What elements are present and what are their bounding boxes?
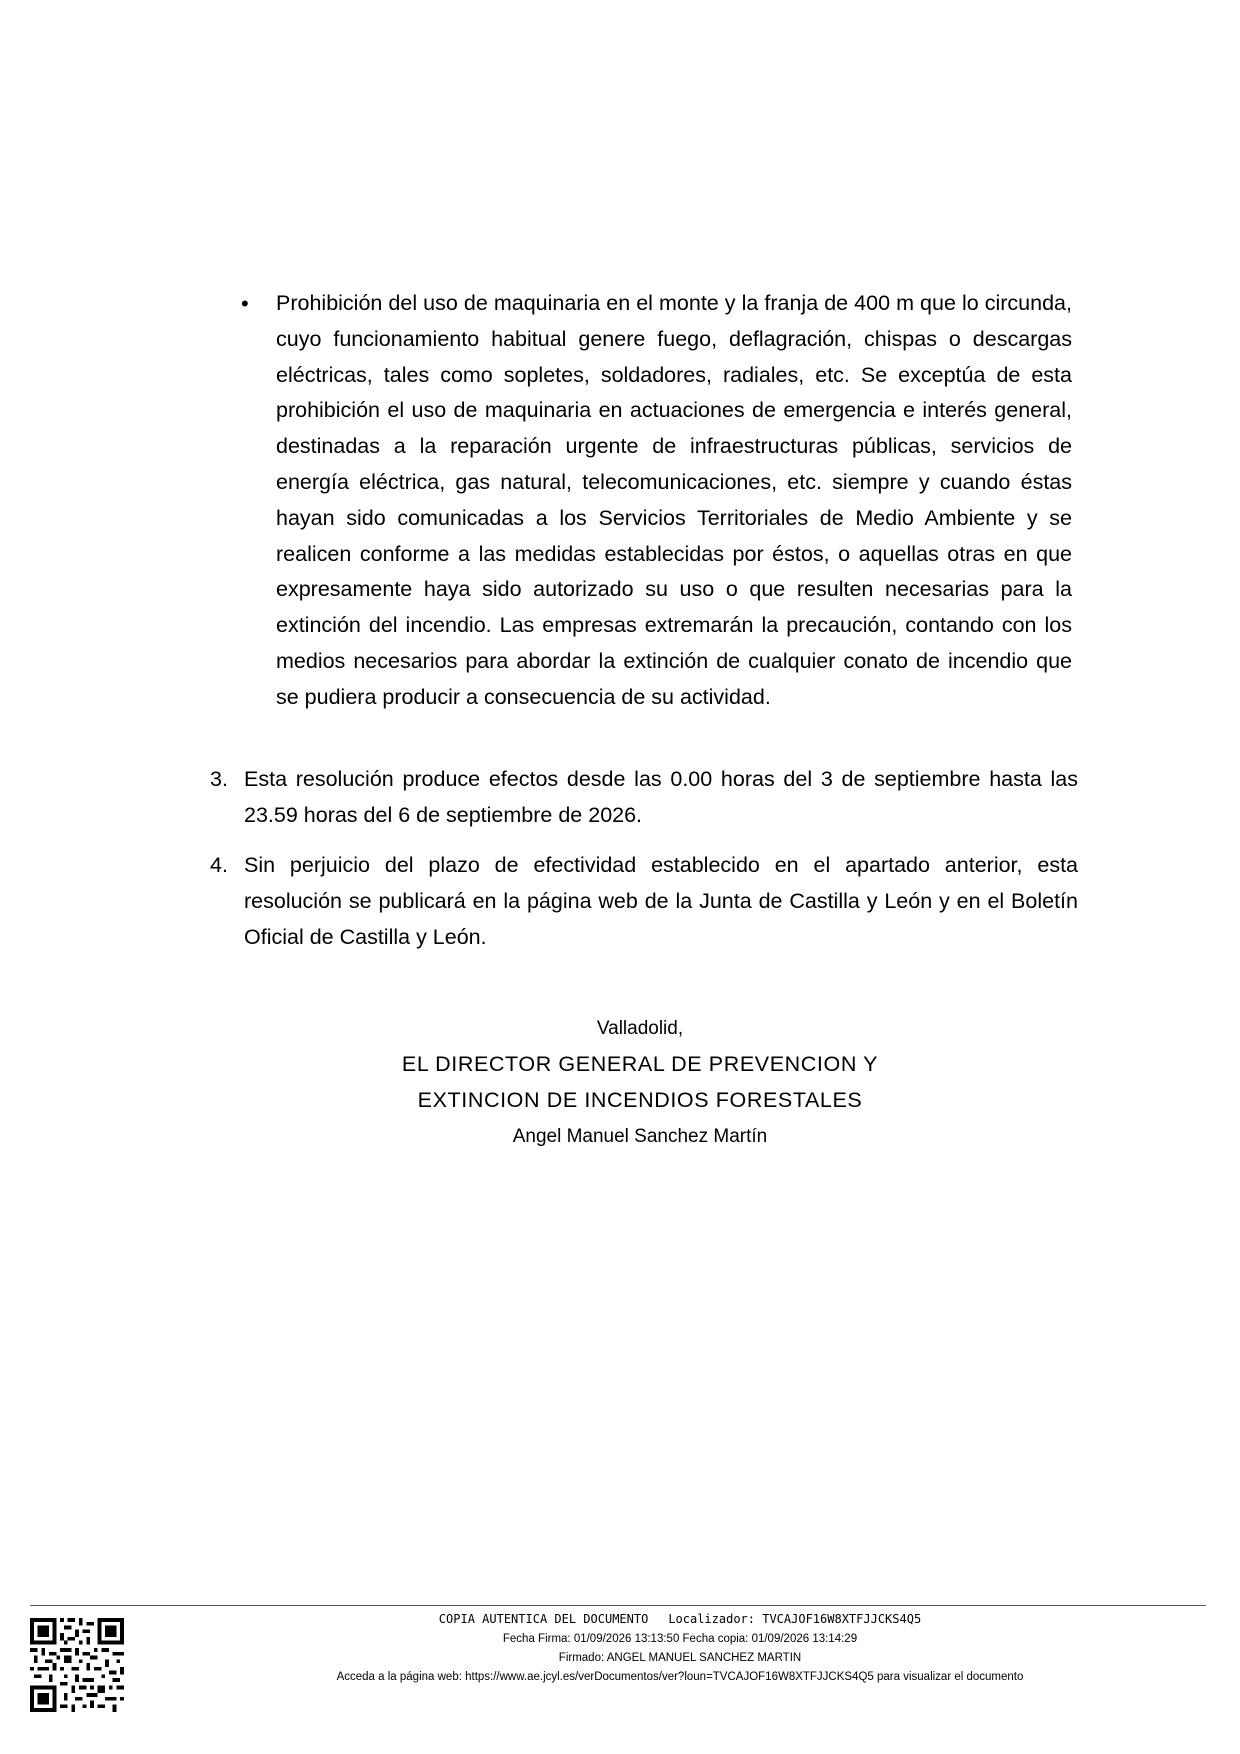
signature-name: Angel Manuel Sanchez Martín — [512, 1126, 768, 1147]
item-number: 3. — [210, 767, 228, 791]
item-number: 4. — [210, 853, 228, 877]
footer-access-link[interactable]: Acceda a la página web: https://www.ae.jcyl.es/verDocumentos/ver?loun=TVCAJOF16W8XTFJJCKS4Q5 para visualizar el documento — [336, 1671, 1024, 1683]
copy-label: COPIA AUTENTICA DEL DOCUMENTO — [438, 1612, 649, 1626]
bullet-marker: • — [241, 291, 249, 316]
bullet-text: Prohibición del uso de maquinaria en el monte y la franja de 400 m que lo circunda, cuyo funcionamiento habitual genere fuego, deflagración, chispas o descargas eléctricas, tales como sopletes, soldadores, radiales, etc. Se exceptúa de esta prohibición el uso de maquinaria en actuaciones de emergencia e interés general, destinadas a la reparación urgente de infraestructuras públicas, servicios de energía eléctrica, gas natural, telecomunicaciones, etc. siempre y cuando éstas hayan sido comunicadas a los Servicios Territoriales de Medio Ambiente y se realicen conforme a las medidas establecidas por éstos, o aquellas otras en que expresamente haya sido autorizado su uso o que resulten necesarias para la extinción del incendio. Las empresas extremarán la precaución, contando con los medios necesarios para abordar la extinción de cualquier conato de incendio que se pudiera producir a consecuencia de su actividad. — [276, 291, 1072, 709]
document-locator: Localizador: TVCAJOF16W8XTFJJCKS4Q5 — [668, 1612, 922, 1626]
footer-divider — [30, 1605, 1206, 1606]
item-text: Sin perjuicio del plazo de efectividad establecido en el apartado anterior, esta resolución se publicará en la página web de la Junta de Castilla y León y en el Boletín Oficial de Castilla y León. — [244, 853, 1078, 949]
numbered-item-4 — [210, 848, 1078, 955]
item-text: Esta resolución produce efectos desde las 0.00 horas del 3 de septiembre hasta las 23.59 horas del 6 de septiembre de 2026. — [244, 767, 1078, 827]
signature-city: Valladolid, — [596, 1018, 684, 1039]
signature-title-line-1: EL DIRECTOR GENERAL DE PREVENCION Y — [401, 1052, 879, 1076]
authentication-footer — [200, 1610, 1160, 1687]
footer-copy-line — [200, 1610, 1160, 1630]
footer-dates: Fecha Firma: 01/09/2026 13:13:50 Fecha copia: 01/09/2026 13:14:29 — [502, 1633, 858, 1645]
qr-code-icon — [30, 1618, 124, 1712]
bullet-item-machinery — [241, 286, 1072, 716]
signature-title-line-2: EXTINCION DE INCENDIOS FORESTALES — [417, 1088, 863, 1112]
footer-signed-by: Firmado: ANGEL MANUEL SANCHEZ MARTIN — [558, 1652, 802, 1664]
signature-block — [300, 1012, 980, 1154]
numbered-item-3 — [210, 762, 1078, 834]
